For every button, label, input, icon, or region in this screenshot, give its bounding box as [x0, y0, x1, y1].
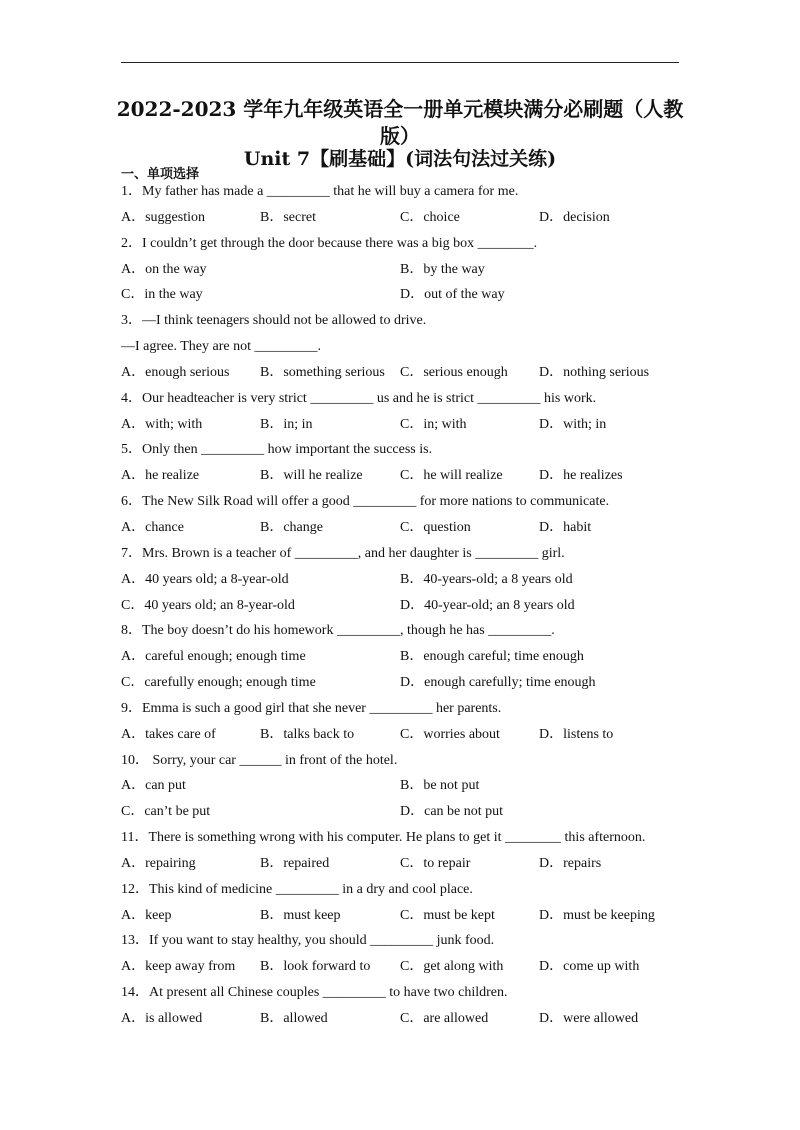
answer-option: D．he realizes: [539, 468, 623, 484]
options-row: [121, 644, 681, 670]
answer-option: C．in; with: [400, 416, 467, 432]
answer-option: A．careful enough; enough time: [121, 649, 306, 665]
question-item: [121, 489, 681, 541]
options-row: [121, 593, 681, 619]
options-row: [121, 799, 681, 825]
question-stem: 8．The boy doesn’t do his homework _________, though he has _________.: [121, 623, 555, 639]
options-row: [121, 360, 681, 386]
answer-option: C．in the way: [121, 287, 203, 303]
answer-option: C．serious enough: [400, 364, 508, 380]
answer-option: A．on the way: [121, 261, 207, 277]
question-item: [121, 618, 681, 696]
title-line-1: 2022-2023 学年九年级英语全一册单元模块满分必刷题（人教: [116, 97, 684, 121]
unit-title: Unit 7【刷基础】(词法句法过关练): [243, 148, 557, 170]
question-stem: 11．There is something wrong with his computer. He plans to get it ________ this afternoon.: [121, 830, 646, 846]
answer-option: D．repairs: [539, 855, 602, 871]
question-stem: 6．The New Silk Road will offer a good _________ for more nations to communicate.: [121, 494, 610, 510]
section-heading: 一、单项选择: [121, 167, 200, 182]
question-stem: 1．My father has made a _________ that he will buy a camera for me.: [121, 184, 519, 199]
options-row: [121, 412, 681, 438]
options-row: [121, 463, 681, 489]
question-stem: 10． Sorry, your car ______ in front of the hotel.: [121, 752, 398, 768]
answer-option: A．takes care of: [121, 726, 216, 742]
answer-option: B．40-years-old; a 8 years old: [400, 571, 573, 587]
options-row: [121, 282, 681, 308]
answer-option: A．repairing: [121, 855, 196, 871]
answer-option: D．enough carefully; time enough: [400, 675, 596, 691]
question-item: [121, 231, 681, 309]
answer-option: B．repaired: [260, 855, 330, 871]
answer-option: C．to repair: [400, 855, 471, 871]
answer-option: D．were allowed: [539, 1011, 639, 1026]
question-stem: 5．Only then _________ how important the success is.: [121, 442, 433, 458]
answer-option: D．listens to: [539, 726, 614, 742]
question-item: [121, 386, 681, 438]
question-stem: 3．—I think teenagers should not be allowed to drive.: [121, 313, 427, 329]
answer-option: A．is allowed: [121, 1011, 203, 1026]
question-item: [121, 179, 681, 231]
answer-option: D．nothing serious: [539, 364, 650, 380]
question-item: [121, 437, 681, 489]
answer-option: B．must keep: [260, 907, 341, 923]
question-item: [121, 748, 681, 826]
answer-option: A．40 years old; a 8-year-old: [121, 571, 289, 587]
options-row: [121, 773, 681, 799]
answer-option: B．by the way: [400, 261, 485, 277]
answer-option: D．can be not put: [400, 804, 504, 820]
answer-option: D．out of the way: [400, 287, 505, 303]
question-list: [121, 179, 681, 1032]
answer-option: A．keep away from: [121, 959, 236, 975]
answer-option: A．can put: [121, 778, 186, 794]
answer-option: B．something serious: [260, 364, 385, 380]
answer-option: A．suggestion: [121, 209, 205, 225]
answer-option: A．with; with: [121, 416, 203, 432]
answer-option: B．enough careful; time enough: [400, 649, 584, 665]
answer-option: D．40-year-old; an 8 years old: [400, 597, 575, 613]
options-row: [121, 670, 681, 696]
answer-option: A．enough serious: [121, 364, 230, 380]
answer-option: C．are allowed: [400, 1011, 489, 1026]
options-row: [121, 567, 681, 593]
answer-option: A．keep: [121, 907, 172, 923]
header-rule: [121, 62, 679, 63]
title-line-1b: 版）: [380, 124, 420, 148]
question-item: [121, 308, 681, 386]
answer-option: B．in; in: [260, 416, 313, 432]
answer-option: D．with; in: [539, 416, 607, 432]
answer-option: C．40 years old; an 8-year-old: [121, 597, 295, 613]
question-stem: 7．Mrs. Brown is a teacher of _________, and her daughter is _________ girl.: [121, 545, 565, 561]
answer-option: C．worries about: [400, 726, 500, 742]
options-row: [121, 1006, 681, 1032]
answer-option: D．must be keeping: [539, 907, 655, 923]
answer-option: B．be not put: [400, 778, 480, 794]
answer-option: C．question: [400, 519, 471, 535]
options-row: [121, 257, 681, 283]
answer-option: D．habit: [539, 519, 592, 535]
question-stem: 14．At present all Chinese couples _________ to have two children.: [121, 985, 508, 1001]
question-stem: 9．Emma is such a good girl that she never _________ her parents.: [121, 700, 502, 716]
answer-option: C．get along with: [400, 959, 504, 975]
question-item: [121, 825, 681, 877]
question-stem: 12．This kind of medicine _________ in a dry and cool place.: [121, 881, 473, 897]
options-row: [121, 954, 681, 980]
answer-option: B．talks back to: [260, 726, 355, 742]
answer-option: B．look forward to: [260, 959, 371, 975]
question-stem: 13．If you want to stay healthy, you should _________ junk food.: [121, 933, 495, 949]
question-item: [121, 980, 681, 1032]
question-item: [121, 877, 681, 929]
options-row: [121, 851, 681, 877]
answer-option: D．come up with: [539, 959, 640, 975]
answer-option: C．can’t be put: [121, 804, 211, 820]
answer-option: C．carefully enough; enough time: [121, 675, 316, 691]
answer-option: A．chance: [121, 519, 184, 535]
question-item: [121, 696, 681, 748]
options-row: [121, 903, 681, 929]
answer-option: D．decision: [539, 209, 610, 225]
question-stem: —I agree. They are not _________.: [121, 339, 321, 355]
question-stem: 4．Our headteacher is very strict _________ us and he is strict _________ his work.: [121, 390, 597, 406]
answer-option: B．secret: [260, 209, 316, 225]
answer-option: B．will he realize: [260, 468, 363, 484]
question-item: [121, 928, 681, 980]
question-stem: 2．I couldn’t get through the door because there was a big box ________.: [121, 235, 538, 251]
answer-option: A．he realize: [121, 468, 200, 484]
answer-option: C．he will realize: [400, 468, 503, 484]
options-row: [121, 205, 681, 231]
answer-option: C．choice: [400, 209, 460, 225]
options-row: [121, 515, 681, 541]
question-item: [121, 541, 681, 619]
options-row: [121, 722, 681, 748]
answer-option: C．must be kept: [400, 907, 495, 923]
document-title: [100, 96, 700, 150]
answer-option: B．change: [260, 519, 323, 535]
answer-option: B．allowed: [260, 1011, 328, 1026]
